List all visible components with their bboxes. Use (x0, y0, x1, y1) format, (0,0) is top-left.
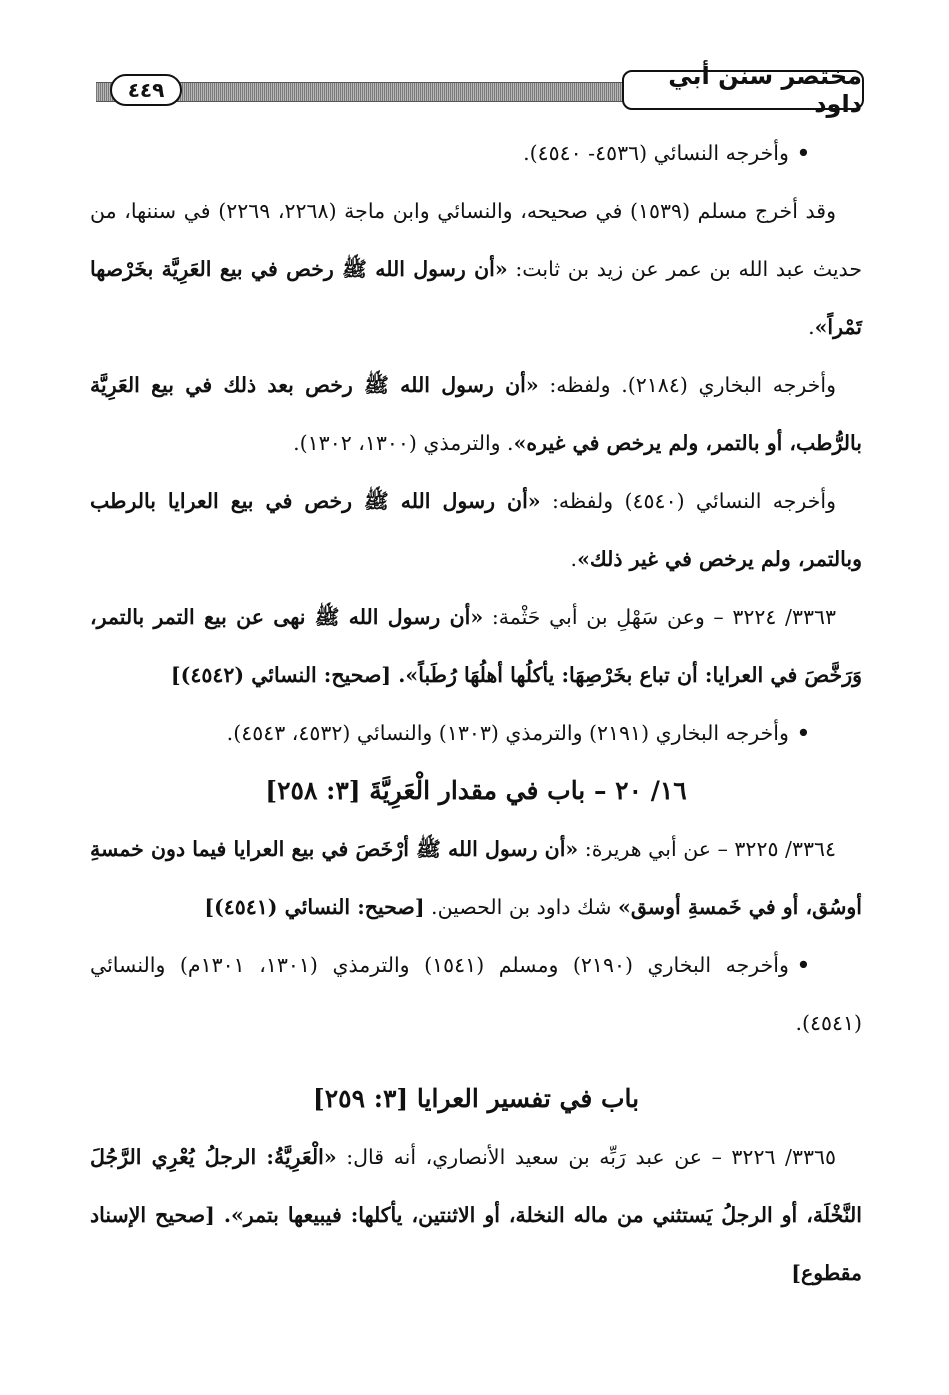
body-text: وقد أخرج مسلم (١٥٣٩) في صحيحه، والنسائي وابن ماجة (٢٢٦٨، ٢٢٦٩) في سننها، من حديث عبد الله بن عمر عن زيد بن ثابت: (90, 199, 862, 281)
body-text: ٣٣٦٣/ ٣٢٢٤ – وعن سَهْلِ بن أبي حَثْمة: (483, 605, 836, 629)
paragraph-p1 (90, 124, 862, 182)
emphasized-text: «أن رسول الله ﷺ رخص في بيع العَرِيَّة بخَرْصها تَمْراً» (90, 257, 862, 339)
paragraph-p3 (90, 356, 862, 472)
emphasized-text: [صحيح: النسائي (٤٥٤١)] (204, 895, 425, 919)
paragraph-p6 (90, 704, 862, 762)
emphasized-text: «أن رسول الله ﷺ رخص بعد ذلك في بيع العَرِيَّة بالرُّطب، أو بالتمر، ولم يرخص في غيره» (90, 373, 862, 455)
emphasized-text: «أن رسول الله ﷺ أرْخَصَ في بيع العرايا فيما دون خمسةِ أوسُق، أو في خَمسةِ أوسق» (90, 837, 862, 919)
bullet-icon: • (796, 953, 810, 977)
text-block-chapter-2 (90, 1128, 862, 1302)
chapter-heading-2: باب في تفسير العرايا [٣: ٢٥٩] (312, 1084, 640, 1113)
body-text: . (570, 547, 578, 571)
body-text: . (808, 315, 815, 339)
page-header (96, 62, 864, 120)
emphasized-text: «أن رسول الله ﷺ رخص في بيع العرايا بالرطب وبالتمر، ولم يرخص في غير ذلك» (90, 489, 862, 571)
body-text: وأخرجه البخاري (٢١٩١) والترمذي (١٣٠٣) والنسائي (٤٥٣٢، ٤٥٤٣). (226, 721, 789, 745)
bullet-icon: • (796, 141, 810, 165)
paragraph-p7 (90, 820, 862, 936)
body-text: وأخرجه البخاري (٢١٨٤). ولفظه: (538, 373, 837, 397)
body-text: وأخرجه النسائي (٤٥٤٠) ولفظه: (540, 489, 836, 513)
body-text: شك داود بن الحصين. (424, 895, 618, 919)
page-body (90, 124, 862, 1302)
body-text: ٣٣٦٥/ ٣٢٢٦ – عن عبد رَبِّه بن سعيد الأنصاري، أنه قال: (336, 1145, 836, 1169)
paragraph-p5 (90, 588, 862, 704)
paragraph-p9 (90, 1128, 862, 1302)
book-title: مختصر سنن أبي داود (622, 70, 864, 110)
emphasized-text: «أن رسول الله ﷺ نهى عن بيع التمر بالتمر، وَرَخَّصَ في العرايا: أن تباع بخَرْصِهَا: يأكلُها أهلُهَا رُطَباً». [صحيح: النسائي (٤٥٤٢)] (90, 605, 862, 687)
body-text: وأخرجه النسائي (٤٥٣٦- ٤٥٤٠). (523, 141, 789, 165)
paragraph-p4 (90, 472, 862, 588)
chapter-heading-1: ١٦/ ٢٠ – باب في مقدار الْعَرِيَّةَ [٣: ٢٥٨] (265, 776, 687, 805)
text-block-intro (90, 124, 862, 762)
bullet-icon: • (796, 721, 810, 745)
emphasized-text: «الْعَرِيَّةُ: الرجلُ يُعْرِي الرَّجُلَ النَّخْلَة، أو الرجلُ يَستثني من ماله النخلة، أو الاثنتين، يأكلها: فيبيعها بتمر». [صحيح الإسناد مقطوع] (90, 1145, 862, 1285)
body-text: ٣٣٦٤/ ٣٢٢٥ – عن أبي هريرة: (578, 837, 836, 861)
body-text: وأخرجه البخاري (٢١٩٠) ومسلم (١٥٤١) والترمذي (١٣٠١، ١٣٠١م) والنسائي (٤٥٤١). (90, 953, 862, 1035)
paragraph-p8 (90, 936, 862, 1052)
page-number: ٤٤٩ (110, 74, 182, 106)
body-text: . والترمذي (١٣٠٠، ١٣٠٢). (293, 431, 514, 455)
text-block-chapter-1 (90, 820, 862, 1052)
paragraph-p2 (90, 182, 862, 356)
